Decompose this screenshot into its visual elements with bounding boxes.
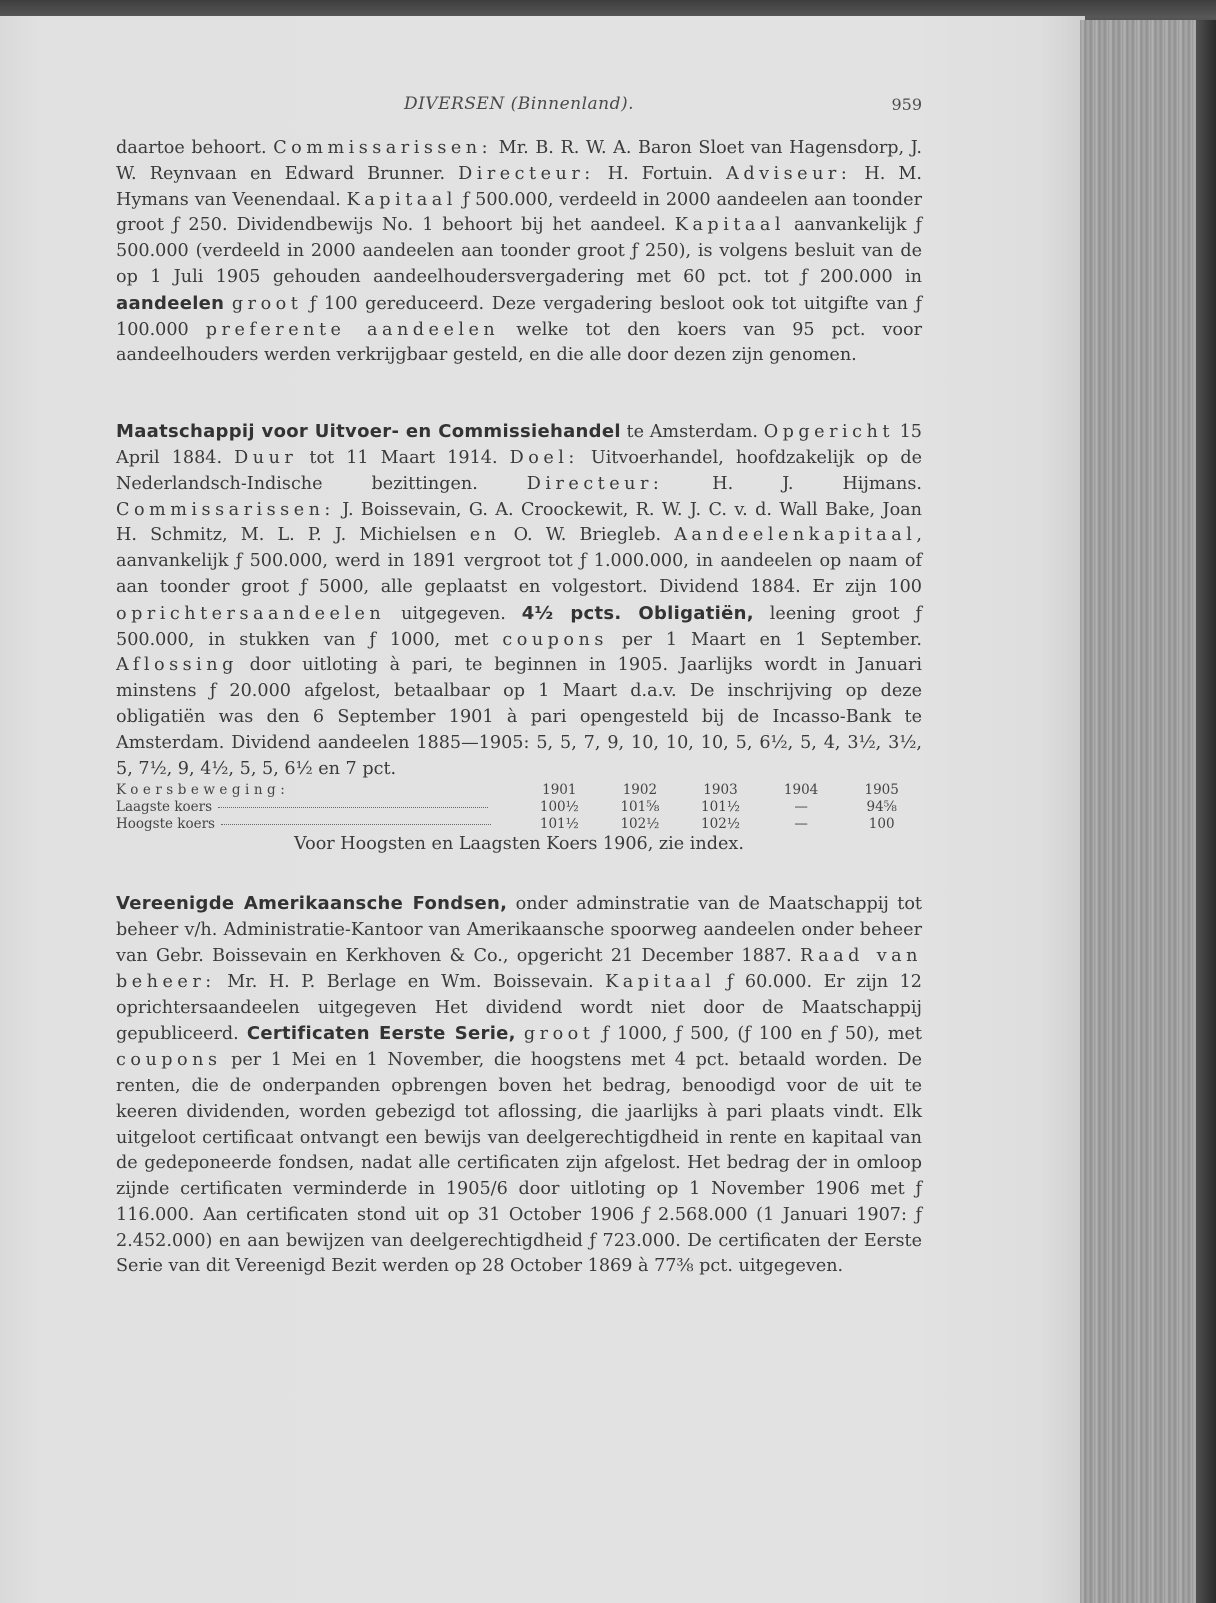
- table-row: [116, 799, 922, 816]
- value-cell: 100½: [539, 799, 579, 816]
- spaced-term: Kapitaal: [346, 189, 457, 210]
- spaced-term: coupons: [116, 1050, 222, 1071]
- text-run: [516, 1024, 524, 1044]
- spaced-term: Aflossing: [116, 655, 238, 676]
- koers-note: Voor Hoogsten en Laagsten Koers 1906, zie index.: [294, 834, 744, 855]
- text-run: H. Fortuin.: [594, 163, 727, 184]
- spaced-term: Directeur:: [458, 163, 595, 184]
- value-cell: 101½: [701, 799, 740, 816]
- text-run: Mr. B. R. W. A. Baron Sloet van Hagensdorp, J. W. Reynvaan en Edward Brunner.: [116, 138, 922, 184]
- spaced-term: Opgericht: [763, 422, 894, 443]
- spaced-term: groot: [231, 293, 303, 314]
- value-cell: 94⅝: [866, 799, 897, 816]
- text-run: H. M. Hymans van Veenendaal.: [116, 163, 922, 210]
- koersbeweging-label: Koersbeweging:: [116, 782, 290, 799]
- text-run: tot 11 Maart 1914.: [297, 447, 510, 468]
- spaced-term: Kapitaal: [605, 971, 716, 992]
- section-spacer: [116, 855, 922, 891]
- row-label-text: Hoogste koers: [116, 816, 215, 833]
- spaced-term: Doel:: [509, 447, 579, 468]
- text-run: door uitloting à pari, te beginnen in 1905. Jaarlijks wordt in Januari minstens ƒ 20.000 afgelost, betaalbaar op 1 Maart d.a.v. De inschrijving op deze obligatiën was den 6 September 1901 à pari opengesteld bij de Incasso-Bank te Amsterdam. Dividend aandeelen 1885—1905: 5, 5, 7, 9, 10, 10, 10, 5, 6½, 5, 4, 3½, 3½, 5, 7½, 9, 4½, 5, 5, 6½ en 7 pct.: [116, 655, 922, 779]
- koersbeweging-table: [116, 782, 922, 833]
- spaced-term: Duur: [234, 447, 298, 468]
- year-cell: 1904: [783, 782, 819, 799]
- year-cell: 1902: [622, 782, 658, 799]
- text-run: aanvankelijk ƒ 500.000 (verdeeld in 2000 aandeelen aan toonder groot ƒ 250), is volgens besluit van de op 1 Juli 1905 gehouden aandeelhoudersvergadering met 60 pct. tot ƒ 200.000 in: [116, 215, 922, 287]
- entry-body: [116, 894, 922, 1276]
- page-number: 959: [891, 95, 922, 114]
- spaced-term: groot: [523, 1024, 595, 1045]
- spaced-term: Raad van beheer:: [116, 945, 922, 992]
- bold-term: 4½ pcts. Obligatiën,: [521, 602, 754, 624]
- text-run: onder adminstratie van de Maatschappij tot beheer v/h. Administratie-Kantoor van Amerikaansche spoorweg aandeelen onder beheer van Gebr. Boissevain en Kerkhoven & Co., opgericht 21 December 1887.: [116, 894, 922, 966]
- text-run: te Amsterdam.: [620, 422, 764, 443]
- table-row: [116, 816, 922, 833]
- value-cell: —: [794, 816, 808, 833]
- row-label-text: Laagste koers: [116, 799, 213, 816]
- entry-body: [116, 422, 922, 778]
- spaced-term: Directeur:: [526, 473, 664, 494]
- text-run: ƒ 60.000. Er zijn 12 oprichtersaandeelen uitgegeven Het dividend wordt niet door de Maatschappij gepubliceerd.: [116, 971, 922, 1045]
- spaced-term: oprichtersaandeelen: [116, 603, 386, 624]
- text-run: Mr. H. P. Berlage en Wm. Boissevain.: [215, 971, 606, 992]
- text-run: per 1 Maart en 1 September.: [607, 629, 922, 650]
- value-cell: 102½: [620, 816, 660, 833]
- table-header-row: [116, 782, 922, 799]
- spaced-term: Kapitaal: [674, 215, 785, 236]
- text-run: ƒ 500.000, verdeeld in 2000 aandeelen aan toonder groot ƒ 250. Dividendbewijs No. 1 behoort bij het aandeel.: [116, 189, 922, 236]
- dot-leader: [218, 807, 488, 808]
- year-cell: 1903: [703, 782, 738, 799]
- text-run: per 1 Mei en 1 November, die hoogstens met 4 pct. betaald worden. De renten, die de onderpanden opbrengen boven het bedrag, benoodigd voor de uit te keeren dividenden, worden gebezigd tot aflossing, die jaarlijks à pari plaats vindt. Elk uitgeloot certificaat ontvangt een bewijs van deelgerechtigdheid in rente en kapitaal van de gedeponeerde fondsen, nadat alle certificaten zijn afgelost. Het bedrag der in omloop zijnde certificaten verminderde in 1905/6 door uitloting op 1 November 1906 met ƒ 116.000. Aan certificaten stond uit op 31 October 1906 ƒ 2.568.000 (1 Januari 1907: ƒ 2.452.000) en aan bewijzen van deelgerechtigdheid ƒ 723.000. De certificaten der Eerste Serie van dit Vereenigd Bezit werden op 28 October 1869 à 77⅜ pct. uitgegeven.: [116, 1050, 922, 1277]
- dot-leader: [221, 824, 491, 825]
- value-cell: 100: [868, 816, 895, 833]
- bold-term: aandeelen: [116, 292, 225, 314]
- spaced-term: coupons: [502, 629, 608, 650]
- entry-vereenigde-amerikaansche-fondsen: [116, 891, 922, 1280]
- text-run: H. J. Hijmans.: [663, 473, 922, 494]
- book-cover-edge: [1196, 20, 1216, 1603]
- bold-term: Certificaten Eerste Serie,: [246, 1023, 516, 1045]
- text-run: [224, 294, 232, 314]
- text-run: welke tot den koers van 95 pct. voor aandeelhouders werden verkrijgbaar gesteld, en die alle door dezen zijn genomen.: [116, 319, 922, 366]
- row-label: [116, 799, 519, 816]
- text-run: Uitvoerhandel, hoofdzakelijk op de Nederlandsch-Indische bezittingen.: [116, 447, 922, 494]
- spaced-term: Aandeelenkapitaal: [674, 525, 917, 546]
- text-run: uitgegeven.: [385, 603, 522, 624]
- year-cell: 1901: [542, 782, 577, 799]
- spaced-term: Adviseur:: [726, 163, 852, 184]
- value-cell: 102½: [701, 816, 740, 833]
- year-cell: 1905: [864, 782, 899, 799]
- text-run: daartoe behoort.: [116, 138, 274, 158]
- value-cell: 101⅝: [620, 799, 660, 816]
- entry-maatschappij-uitvoer: [116, 419, 922, 782]
- text-run: leening groot ƒ 500.000, in stukken van ƒ 1000, met: [116, 603, 922, 650]
- text-run: 15 April 1884.: [116, 422, 922, 468]
- spaced-term: en: [469, 525, 501, 546]
- text-run: ƒ 100 gereduceerd. Deze vergadering besloot ook tot uitgifte van ƒ 100.000: [116, 293, 923, 340]
- spaced-term: preferente aandeelen: [205, 319, 500, 340]
- running-title: DIVERSEN (Binnenland).: [403, 94, 635, 114]
- text-run: , aanvankelijk ƒ 500.000, werd in 1891 vergroot tot ƒ 1.000.000, in aandeelen op naam of aan toonder groot ƒ 5000, alle geplaatst en volgestort. Dividend 1884. Er zijn 100: [116, 525, 922, 597]
- spaced-term: Commissarissen:: [116, 499, 335, 520]
- row-label: [116, 816, 519, 833]
- page-stack-edge: [1080, 20, 1200, 1603]
- text-run: ƒ 1000, ƒ 500, (ƒ 100 en ƒ 50), met: [594, 1024, 922, 1045]
- value-cell: 101½: [539, 816, 579, 833]
- entry-heading: Vereenigde Amerikaansche Fondsen,: [116, 893, 508, 915]
- paragraph-continued: [116, 136, 922, 369]
- entry-heading: Maatschappij voor Uitvoer- en Commissiehandel: [116, 421, 621, 443]
- value-cell: —: [794, 799, 808, 816]
- text-run: O. W. Briegleb.: [500, 525, 675, 546]
- section-spacer: [116, 369, 922, 419]
- spaced-term: Commissarissen:: [273, 138, 493, 158]
- running-header: [116, 92, 922, 126]
- text-run: J. Boissevain, G. A. Croockewit, R. W. J. C. v. d. Wall Bake, Joan H. Schmitz, M. L. P. J. Michielsen: [116, 499, 922, 546]
- page-content: [116, 92, 922, 1280]
